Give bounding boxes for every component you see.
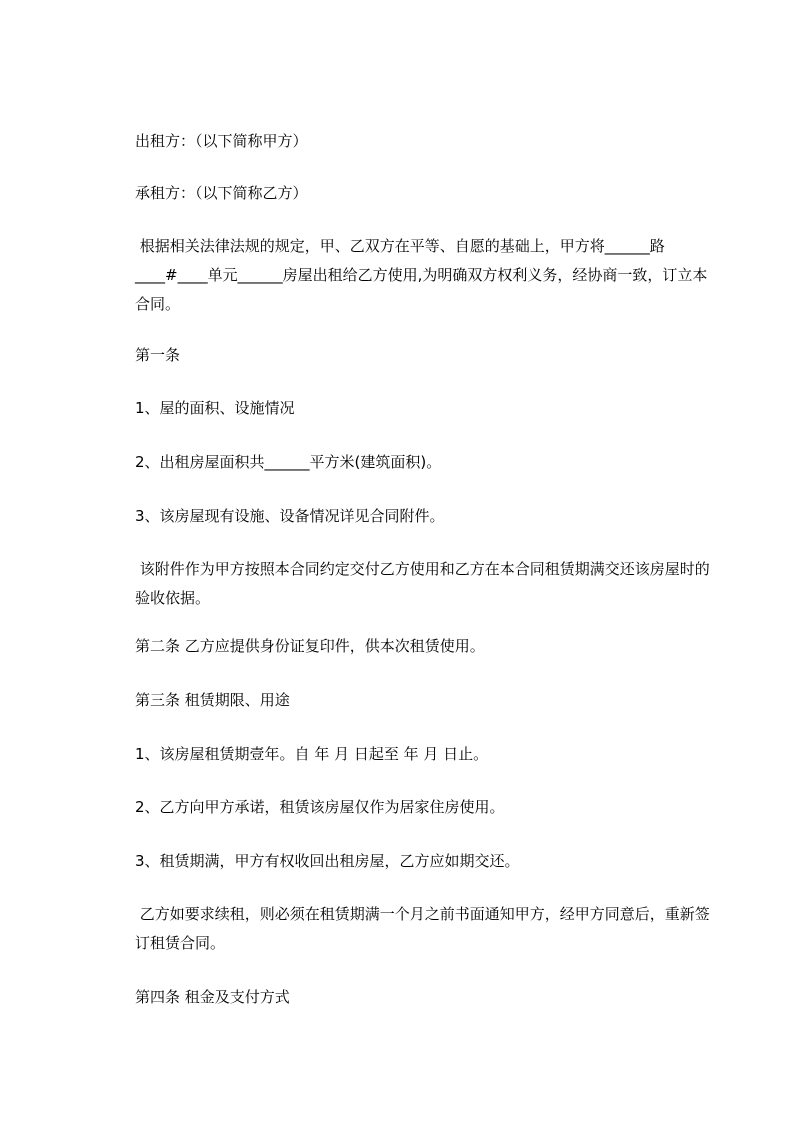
- attachment-paragraph: 该附件作为甲方按照本合同约定交付乙方使用和乙方在本合同租赁期满交还该房屋时的验收依据。: [135, 560, 710, 607]
- renewal-paragraph: 乙方如要求续租，则必须在租赁期满一个月之前书面通知甲方，经甲方同意后，重新签订租赁合同。: [135, 905, 710, 952]
- clause-3-3: 3、租赁期满，甲方有权收回出租房屋，乙方应如期交还。: [135, 852, 520, 870]
- preamble-paragraph: 根据相关法律法规的规定，甲、乙双方在平等、自愿的基础上，甲方将______路____#____单元______房屋出租给乙方使用,为明确双方权利义务，经协商一致，订立本合同。: [135, 237, 708, 313]
- clause-1-3: 3、该房屋现有设施、设备情况详见合同附件。: [135, 507, 445, 525]
- article-4-heading: 第四条 租金及支付方式: [135, 988, 290, 1006]
- clause-3-1: 1、该房屋租赁期壹年。自 年 月 日起至 年 月 日止。: [135, 745, 489, 763]
- clause-1-1: 1、屋的面积、设施情况: [135, 399, 295, 417]
- lessor-line: 出租方：（以下简称甲方）: [135, 132, 308, 150]
- article-3-heading: 第三条 租赁期限、用途: [135, 691, 290, 709]
- article-1-heading: 第一条: [135, 346, 181, 364]
- lessee-line: 承租方：（以下简称乙方）: [135, 184, 308, 202]
- article-2: 第二条 乙方应提供身份证复印件，供本次租赁使用。: [135, 637, 485, 655]
- clause-3-2: 2、乙方向甲方承诺，租赁该房屋仅作为居家住房使用。: [135, 798, 505, 816]
- clause-1-2: 2、出租房屋面积共______平方米(建筑面积)。: [135, 453, 442, 471]
